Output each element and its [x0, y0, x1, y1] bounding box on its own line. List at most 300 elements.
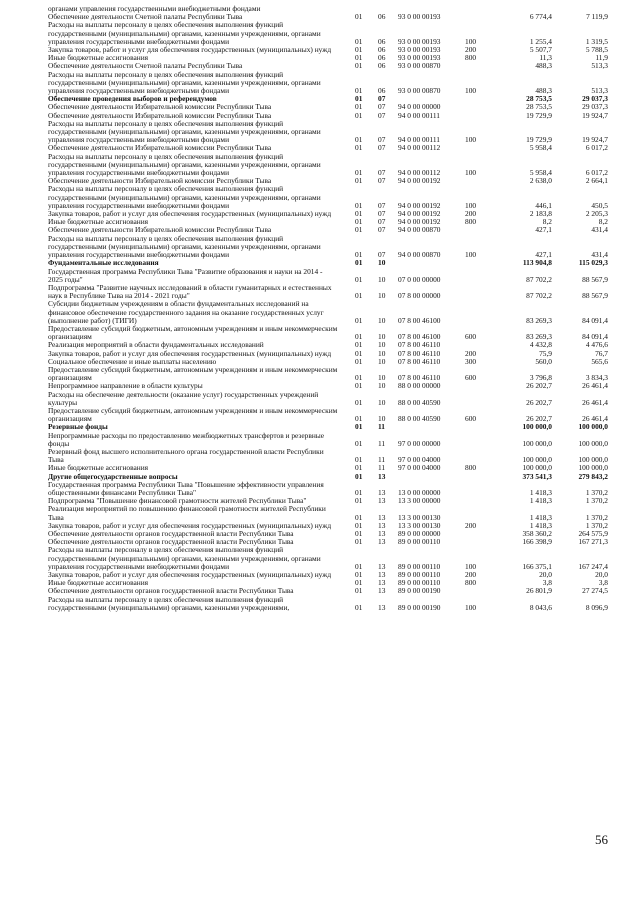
row-amount-year-1: 83 269,3	[526, 332, 552, 342]
row-subsection-code: 13	[378, 496, 386, 506]
row-section-code: 01	[355, 422, 363, 432]
row-subsection-code: 13	[378, 537, 386, 547]
row-subsection-code: 07	[378, 143, 386, 153]
row-subsection-code: 13	[378, 586, 386, 596]
row-section-code: 01	[355, 36, 363, 46]
row-name: Закупка товаров, работ и услуг для обеспечения государственных (муниципальных) нужд	[48, 520, 332, 530]
row-name: Социальное обеспечение и иные выплаты населению	[48, 356, 217, 366]
row-amount-year-2: 450,5	[591, 200, 608, 210]
row-target-article: 07 8 00 00000	[398, 291, 441, 301]
row-name: Обеспечение деятельности органов государственной власти Республики Тыва	[48, 529, 294, 538]
row-target-article: 94 0 00 00192	[398, 200, 441, 210]
row-amount-year-2: 100 000,0	[578, 422, 608, 432]
row-name: Расходы на обеспечение деятельности (оказание услуг) государственных учреждений культуры	[48, 389, 319, 407]
row-amount-year-2: 11,9	[595, 53, 608, 63]
row-amount-year-1: 100 000,0	[522, 463, 552, 473]
row-target-article: 94 0 00 00112	[398, 168, 441, 178]
table-row	[48, 432, 608, 448]
row-amount-year-2: 431,4	[591, 250, 608, 260]
row-target-article: 93 0 00 00193	[398, 53, 441, 63]
row-name: Расходы на выплаты персоналу в целях обеспечения выполнения функций государственными (муниципальными) органами, казенными учреждениями, органами управления государственными внебюджетными фондами	[48, 184, 321, 210]
row-name: Закупка товаров, работ и услуг для обеспечения государственных (муниципальных) нужд	[48, 45, 332, 55]
table-row	[48, 284, 608, 300]
row-amount-year-2: 115 029,3	[578, 258, 608, 268]
row-amount-year-2: 167 247,4	[578, 561, 608, 571]
row-target-article: 93 0 00 00193	[398, 12, 441, 22]
row-amount-year-2: 100 000,0	[578, 438, 608, 448]
row-section-code: 01	[355, 102, 363, 112]
row-amount-year-1: 8,2	[542, 217, 552, 227]
row-amount-year-2: 8 096,9	[585, 602, 608, 612]
row-amount-year-1: 427,1	[535, 225, 552, 235]
row-section-code: 01	[355, 471, 363, 481]
row-expense-type: 100	[465, 250, 477, 260]
row-name: Предоставление субсидий бюджетным, автономным учреждениям и иным некоммерческим организациям	[48, 364, 338, 383]
row-name: Расходы на выплаты персоналу в целях обеспечения выполнения функций государственными (муниципальными) органами, казенными учреждениями,	[48, 594, 290, 612]
row-subsection-code: 07	[378, 250, 386, 260]
row-subsection-code: 07	[378, 209, 386, 219]
row-subsection-code: 10	[378, 356, 386, 366]
row-target-article: 89 0 00 00110	[398, 561, 441, 571]
row-amount-year-1: 87 702,2	[526, 274, 552, 284]
table-row	[48, 391, 608, 407]
row-amount-year-1: 166 398,9	[522, 537, 552, 547]
row-name: Обеспечение деятельности Избирательной комиссии Республики Тыва	[48, 143, 272, 153]
row-section-code: 01	[355, 602, 363, 612]
table-row	[48, 448, 608, 464]
row-name: Подпрограмма "Развитие научных исследований в области гуманитарных и естественных наук в Республике Тыва на 2014 - 2021 годы"	[48, 282, 332, 301]
row-target-article: 13 0 00 00000	[398, 487, 441, 497]
row-subsection-code: 11	[378, 422, 385, 432]
table-row	[48, 596, 608, 612]
row-amount-year-1: 83 269,3	[526, 315, 552, 325]
row-subsection-code: 10	[378, 274, 386, 284]
table-row	[48, 185, 608, 210]
row-target-article: 88 0 00 00000	[398, 381, 441, 391]
row-subsection-code: 13	[378, 520, 386, 530]
row-target-article: 89 0 00 00110	[398, 537, 441, 547]
row-amount-year-2: 513,3	[591, 61, 608, 71]
row-subsection-code: 07	[378, 135, 386, 145]
row-target-article: 07 8 00 46100	[398, 332, 441, 342]
row-amount-year-2: 3 834,3	[585, 373, 608, 383]
row-subsection-code: 07	[378, 94, 386, 104]
row-name: Закупка товаров, работ и услуг для обеспечения государственных (муниципальных) нужд	[48, 570, 332, 580]
row-name: Расходы на выплаты персоналу в целях обеспечения выполнения функций государственными (муниципальными) органами, казенными учреждениями, органами управления государственными внебюджетными фондами	[48, 545, 321, 571]
row-name: Закупка товаров, работ и услуг для обеспечения государственных (муниципальных) нужд	[48, 209, 332, 219]
row-expense-type: 200	[465, 348, 477, 358]
row-amount-year-2: 29 037,3	[582, 94, 608, 104]
row-subsection-code: 13	[378, 487, 386, 497]
row-amount-year-2: 8,2	[598, 217, 608, 227]
row-section-code: 01	[355, 578, 363, 588]
row-target-article: 94 0 00 00192	[398, 209, 441, 219]
row-amount-year-2: 431,4	[591, 225, 608, 235]
row-target-article: 13 3 00 00000	[398, 496, 441, 506]
row-expense-type: 100	[465, 135, 477, 145]
row-section-code: 01	[355, 520, 363, 530]
row-amount-year-2: 20,0	[595, 570, 608, 580]
row-subsection-code: 11	[378, 438, 386, 448]
row-expense-type: 300	[465, 356, 477, 366]
row-section-code: 01	[355, 209, 363, 219]
row-target-article: 89 0 00 00190	[398, 602, 441, 612]
row-amount-year-2: 1 370,2	[585, 487, 608, 497]
row-expense-type: 800	[465, 217, 477, 227]
row-subsection-code: 07	[378, 225, 386, 235]
row-target-article: 94 0 00 00111	[398, 135, 440, 145]
row-section-code: 01	[355, 168, 363, 178]
row-name: Другие общегосударственные вопросы	[48, 471, 178, 481]
row-section-code: 01	[355, 258, 363, 268]
row-amount-year-2: 5 788,5	[585, 45, 608, 55]
row-amount-year-2: 2 205,3	[585, 209, 608, 219]
table-row	[48, 481, 608, 497]
row-section-code: 01	[355, 529, 363, 538]
row-amount-year-2: 26 461,4	[582, 414, 608, 424]
row-name: Обеспечение деятельности Избирательной комиссии Республики Тыва	[48, 110, 272, 120]
table-row	[48, 153, 608, 178]
row-expense-type: 600	[465, 373, 477, 383]
row-name: Обеспечение деятельности Избирательной комиссии Республики Тыва	[48, 225, 272, 235]
row-amount-year-2: 1 370,2	[585, 520, 608, 530]
row-amount-year-2: 7 119,9	[586, 12, 608, 22]
row-amount-year-1: 26 202,7	[526, 414, 552, 424]
row-amount-year-2: 2 664,1	[585, 176, 608, 186]
row-subsection-code: 10	[378, 258, 386, 268]
row-amount-year-1: 358 360,2	[522, 529, 552, 538]
row-subsection-code: 13	[378, 561, 386, 571]
row-expense-type: 600	[465, 332, 477, 342]
row-section-code: 01	[355, 61, 363, 71]
row-target-article: 13 3 00 00130	[398, 520, 441, 530]
row-amount-year-1: 75,9	[539, 348, 552, 358]
row-name: Иные бюджетные ассигнования	[48, 578, 149, 588]
row-target-article: 89 0 00 00190	[398, 586, 441, 596]
row-amount-year-1: 2 183,8	[529, 209, 552, 219]
row-name: Непрограммное направление в области культуры	[48, 381, 203, 391]
row-subsection-code: 10	[378, 373, 386, 383]
row-expense-type: 100	[465, 200, 477, 210]
row-amount-year-1: 166 375,1	[522, 561, 552, 571]
row-subsection-code: 07	[378, 176, 386, 186]
row-name: Расходы на выплаты персоналу в целях обеспечения выполнения функций государственными (муниципальными) органами, казенными учреждениями, органами управления государственными внебюджетными фондами	[48, 118, 321, 145]
row-name: Подпрограмма "Повышение финансовой грамотности жителей Республики Тыва"	[48, 496, 307, 506]
row-amount-year-1: 28 753,5	[526, 94, 552, 104]
row-target-article: 89 0 00 00110	[398, 570, 441, 580]
row-target-article: 07 8 00 46110	[398, 340, 441, 350]
row-section-code: 01	[355, 225, 363, 235]
row-target-article: 89 0 00 00110	[398, 578, 441, 588]
row-section-code: 01	[355, 397, 363, 407]
table-row	[48, 268, 608, 284]
row-section-code: 01	[355, 217, 363, 227]
row-expense-type: 800	[465, 53, 477, 63]
row-section-code: 01	[355, 86, 363, 96]
row-amount-year-1: 1 418,3	[529, 520, 552, 530]
table-row	[48, 325, 608, 341]
row-target-article: 88 0 00 40590	[398, 414, 441, 424]
row-expense-type: 200	[465, 570, 477, 580]
row-name: Расходы на выплаты персоналу в целях обеспечения выполнения функций государственными (муниципальными) органами, казенными учреждениями, органами управления государственными внебюджетными фондами	[48, 151, 321, 178]
row-amount-year-1: 19 729,9	[526, 135, 552, 145]
row-target-article: 94 0 00 00870	[398, 250, 441, 260]
row-subsection-code: 07	[378, 110, 386, 120]
row-target-article: 97 0 00 04000	[398, 463, 441, 473]
row-section-code: 01	[355, 463, 363, 473]
row-amount-year-1: 5 507,7	[529, 45, 552, 55]
row-amount-year-1: 28 753,5	[526, 102, 552, 112]
row-subsection-code: 13	[378, 570, 386, 580]
row-target-article: 07 8 00 46110	[398, 348, 441, 358]
row-amount-year-2: 88 567,9	[582, 291, 608, 301]
row-amount-year-1: 1 418,3	[529, 512, 552, 522]
row-amount-year-2: 167 271,3	[578, 537, 608, 547]
table-row	[48, 71, 608, 96]
row-section-code: 01	[355, 512, 363, 522]
row-target-article: 93 0 00 00193	[398, 45, 441, 55]
row-name: Непрограммные расходы по предоставлению межбюджетных трансфертов и резервные фонды	[48, 430, 325, 448]
row-name: Предоставление субсидий бюджетным, автономным учреждениям и иным некоммерческим организациям	[48, 405, 338, 424]
row-subsection-code: 06	[378, 45, 386, 55]
row-subsection-code: 13	[378, 602, 386, 612]
row-subsection-code: 11	[378, 463, 386, 473]
row-section-code: 01	[355, 332, 363, 342]
row-subsection-code: 10	[378, 348, 386, 358]
row-amount-year-2: 1 370,2	[585, 512, 608, 522]
row-amount-year-1: 5 958,4	[529, 168, 552, 178]
row-name: органами управления государственными внебюджетными фондами	[48, 4, 261, 13]
row-subsection-code: 10	[378, 315, 386, 325]
row-expense-type: 200	[465, 209, 477, 219]
row-target-article: 97 0 00 04000	[398, 455, 441, 465]
row-expense-type: 100	[465, 168, 477, 178]
row-section-code: 01	[355, 487, 363, 497]
row-section-code: 01	[355, 537, 363, 547]
row-expense-type: 100	[465, 561, 477, 571]
row-section-code: 01	[355, 45, 363, 55]
row-name: Фундаментальные исследования	[48, 258, 159, 268]
table-row	[48, 407, 608, 423]
row-expense-type: 800	[465, 578, 477, 588]
row-amount-year-2: 1 370,2	[585, 496, 608, 506]
row-section-code: 01	[355, 381, 363, 391]
table-row	[48, 366, 608, 382]
row-amount-year-1: 113 904,8	[522, 258, 552, 268]
row-amount-year-2: 84 091,4	[582, 332, 608, 342]
row-target-article: 13 3 00 00130	[398, 512, 441, 522]
row-name: Иные бюджетные ассигнования	[48, 463, 149, 473]
row-target-article: 07 8 00 46110	[398, 356, 441, 366]
row-amount-year-2: 6 017,2	[585, 168, 608, 178]
row-subsection-code: 10	[378, 340, 386, 350]
row-name: Обеспечение деятельности Счетной палаты Республики Тыва	[48, 12, 243, 22]
row-amount-year-1: 3,8	[542, 578, 552, 588]
row-amount-year-2: 264 575,9	[578, 529, 608, 538]
row-subsection-code: 10	[378, 332, 386, 342]
row-target-article: 89 0 00 00000	[398, 529, 441, 538]
row-subsection-code: 11	[378, 455, 386, 465]
table-row	[48, 21, 608, 46]
row-amount-year-2: 279 843,2	[578, 471, 608, 481]
row-amount-year-1: 100 000,0	[522, 438, 552, 448]
row-subsection-code: 13	[378, 578, 386, 588]
row-subsection-code: 06	[378, 12, 386, 22]
row-section-code: 01	[355, 315, 363, 325]
row-amount-year-1: 4 432,8	[529, 340, 552, 350]
row-name: Обеспечение деятельности Избирательной комиссии Республики Тыва	[48, 102, 272, 112]
row-amount-year-2: 100 000,0	[578, 455, 608, 465]
row-subsection-code: 13	[378, 471, 386, 481]
row-name: Обеспечение проведения выборов и референдумов	[48, 94, 217, 104]
row-name: Реализация мероприятий по повышению финансовой грамотности жителей Республики Тыва	[48, 504, 326, 522]
row-expense-type: 200	[465, 45, 477, 55]
row-section-code: 01	[355, 570, 363, 580]
row-section-code: 01	[355, 12, 363, 22]
row-name: Расходы на выплаты персоналу в целях обеспечения выполнения функций государственными (муниципальными) органами, казенными учреждениями, органами управления государственными внебюджетными фондами	[48, 20, 321, 46]
row-subsection-code: 10	[378, 381, 386, 391]
row-target-article: 07 0 00 00000	[398, 274, 441, 284]
row-name: Обеспечение деятельности Счетной палаты Республики Тыва	[48, 61, 243, 71]
row-expense-type: 600	[465, 414, 477, 424]
row-amount-year-2: 6 017,2	[585, 143, 608, 153]
row-amount-year-2: 76,7	[595, 348, 608, 358]
row-name: Расходы на выплаты персоналу в целях обеспечения выполнения функций государственными (муниципальными) органами, казенными учреждениями, органами управления государственными внебюджетными фондами	[48, 69, 321, 96]
row-subsection-code: 07	[378, 168, 386, 178]
row-section-code: 01	[355, 291, 363, 301]
row-expense-type: 100	[465, 86, 477, 96]
row-amount-year-2: 3,8	[598, 578, 608, 588]
row-subsection-code: 10	[378, 397, 386, 407]
table-row	[48, 120, 608, 145]
row-name: Расходы на выплаты персоналу в целях обеспечения выполнения функций государственными (муниципальными) органами, казенными учреждениями, органами управления государственными внебюджетными фондами	[48, 233, 321, 260]
row-section-code: 01	[355, 356, 363, 366]
row-section-code: 01	[355, 200, 363, 210]
row-amount-year-1: 19 729,9	[526, 110, 552, 120]
row-section-code: 01	[355, 94, 363, 104]
row-amount-year-2: 4 476,6	[585, 340, 608, 350]
row-amount-year-1: 26 801,9	[526, 586, 552, 596]
row-subsection-code: 10	[378, 414, 386, 424]
row-target-article: 93 0 00 00870	[398, 61, 441, 71]
page-number: 56	[595, 832, 608, 847]
row-amount-year-1: 1 418,3	[529, 487, 552, 497]
row-amount-year-1: 6 774,4	[529, 12, 552, 22]
row-section-code: 01	[355, 176, 363, 186]
row-name: Субсидии бюджетным учреждениям в области фундаментальных исследований на финансовое обеспечение государственного задания на оказание государственных услуг (выполнение работ) (ТИГИ)	[48, 299, 324, 325]
row-section-code: 01	[355, 438, 363, 448]
row-section-code: 01	[355, 373, 363, 383]
row-subsection-code: 13	[378, 529, 386, 538]
row-name: Резервные фонды	[48, 422, 108, 432]
row-target-article: 88 0 00 40590	[398, 397, 441, 407]
row-name: Резервный фонд высшего исполнительного органа государственной власти Республики Тыва	[48, 446, 324, 465]
row-subsection-code: 06	[378, 36, 386, 46]
row-amount-year-2: 88 567,9	[582, 274, 608, 284]
row-amount-year-1: 446,1	[535, 200, 552, 210]
row-subsection-code: 06	[378, 61, 386, 71]
row-amount-year-2: 26 461,4	[582, 397, 608, 407]
row-amount-year-1: 1 418,3	[529, 496, 552, 506]
row-name: Государственная программа Республики Тыва "Развитие образования и науки на 2014 - 2025 годы"	[48, 266, 323, 284]
row-section-code: 01	[355, 496, 363, 506]
row-target-article: 94 0 00 00000	[398, 102, 441, 112]
row-section-code: 01	[355, 135, 363, 145]
row-name: Обеспечение деятельности органов государственной власти Республики Тыва	[48, 586, 294, 596]
row-subsection-code: 07	[378, 200, 386, 210]
row-amount-year-2: 513,3	[591, 86, 608, 96]
row-expense-type: 800	[465, 463, 477, 473]
row-target-article: 93 0 00 00193	[398, 36, 441, 46]
row-expense-type: 100	[465, 602, 477, 612]
row-section-code: 01	[355, 455, 363, 465]
row-amount-year-1: 427,1	[535, 250, 552, 260]
row-name: Закупка товаров, работ и услуг для обеспечения государственных (муниципальных) нужд	[48, 348, 332, 358]
row-target-article: 97 0 00 00000	[398, 438, 441, 448]
row-amount-year-1: 488,3	[535, 86, 552, 96]
row-section-code: 01	[355, 53, 363, 63]
row-target-article: 94 0 00 00112	[398, 143, 441, 153]
row-target-article: 93 0 00 00870	[398, 86, 441, 96]
row-amount-year-2: 27 274,5	[582, 586, 608, 596]
row-section-code: 01	[355, 414, 363, 424]
row-amount-year-2: 26 461,4	[582, 381, 608, 391]
row-target-article: 94 0 00 00111	[398, 110, 440, 120]
row-name: Иные бюджетные ассигнования	[48, 217, 149, 227]
row-section-code: 01	[355, 110, 363, 120]
row-amount-year-1: 87 702,2	[526, 291, 552, 301]
table-row	[48, 300, 608, 325]
row-amount-year-1: 560,0	[535, 356, 552, 366]
row-name: Государственная программа Республики Тыва "Повышение эффективности управления общественными финансами Республики Тыва"	[48, 479, 324, 497]
row-amount-year-2: 565,6	[591, 356, 608, 366]
budget-table	[48, 5, 608, 612]
row-amount-year-1: 26 202,7	[526, 397, 552, 407]
row-target-article: 94 0 00 00192	[398, 217, 441, 227]
row-subsection-code: 07	[378, 102, 386, 112]
row-amount-year-2: 1 319,5	[585, 36, 608, 46]
row-name: Реализация мероприятий в области фундаментальных исследований	[48, 340, 264, 350]
row-name: Иные бюджетные ассигнования	[48, 53, 149, 63]
row-expense-type: 100	[465, 36, 477, 46]
row-target-article: 94 0 00 00870	[398, 225, 441, 235]
row-section-code: 01	[355, 340, 363, 350]
row-amount-year-1: 11,3	[539, 53, 552, 63]
row-subsection-code: 10	[378, 291, 386, 301]
row-target-article: 07 8 00 46110	[398, 373, 441, 383]
row-section-code: 01	[355, 274, 363, 284]
row-amount-year-1: 100 000,0	[522, 422, 552, 432]
row-amount-year-2: 29 037,3	[582, 102, 608, 112]
row-expense-type: 200	[465, 520, 477, 530]
row-section-code: 01	[355, 143, 363, 153]
row-name: Предоставление субсидий бюджетным, автономным учреждениям и иным некоммерческим организациям	[48, 323, 338, 342]
row-amount-year-1: 100 000,0	[522, 455, 552, 465]
table-row	[48, 505, 608, 521]
row-name: Обеспечение деятельности Избирательной комиссии Республики Тыва	[48, 176, 272, 186]
row-amount-year-1: 5 958,4	[529, 143, 552, 153]
row-subsection-code: 06	[378, 86, 386, 96]
row-section-code: 01	[355, 250, 363, 260]
row-section-code: 01	[355, 561, 363, 571]
row-amount-year-1: 488,3	[535, 61, 552, 71]
row-amount-year-2: 100 000,0	[578, 463, 608, 473]
row-target-article: 07 8 00 46100	[398, 315, 441, 325]
row-subsection-code: 13	[378, 512, 386, 522]
row-name: Обеспечение деятельности органов государственной власти Республики Тыва	[48, 537, 294, 547]
row-amount-year-1: 373 541,3	[522, 471, 552, 481]
row-amount-year-2: 84 091,4	[582, 315, 608, 325]
